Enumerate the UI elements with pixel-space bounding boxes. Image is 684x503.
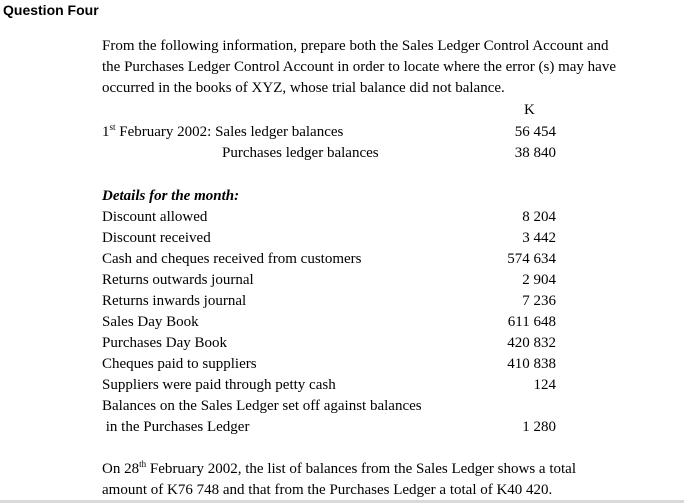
intro-paragraph (102, 36, 662, 99)
setoff-label-line1: Balances on the Sales Ledger set off against balances (102, 398, 422, 414)
detail-value: 420 832 (507, 335, 556, 351)
detail-value: 124 (533, 377, 556, 393)
opening-purchases-label: Purchases ledger balances (222, 145, 379, 161)
detail-label: Suppliers were paid through petty cash (102, 377, 336, 393)
closing-line2: amount of K76 748 and that from the Purchases Ledger a total of K40 420. (102, 482, 553, 498)
details-title: Details for the month: (102, 188, 240, 204)
opening-date-day: 1 (102, 124, 110, 140)
detail-label: Discount received (102, 230, 211, 246)
closing-line1-rest: February 2002, the list of balances from the Sales Ledger shows a total (146, 461, 576, 477)
detail-label: Returns inwards journal (102, 293, 247, 309)
detail-value: 574 634 (507, 251, 556, 267)
setoff-label-line2: in the Purchases Ledger (102, 419, 250, 435)
currency-header: K (524, 102, 535, 118)
detail-label: Purchases Day Book (102, 335, 227, 351)
detail-label: Cheques paid to suppliers (102, 356, 257, 372)
intro-line: From the following information, prepare both the Sales Ledger Control Account and (102, 38, 609, 54)
setoff-value: 1 280 (522, 419, 556, 435)
detail-value: 611 648 (507, 314, 556, 330)
closing-date-prefix: On 28 (102, 461, 140, 477)
detail-label: Sales Day Book (102, 314, 199, 330)
detail-value: 3 442 (522, 230, 556, 246)
detail-value: 2 904 (522, 272, 556, 288)
detail-value: 8 204 (522, 209, 556, 225)
opening-sales-label (102, 122, 343, 142)
closing-date-suffix: th (139, 459, 147, 469)
intro-line: occurred in the books of XYZ, whose trial balance did not balance. (102, 80, 505, 96)
detail-label: Cash and cheques received from customers (102, 251, 362, 267)
question-heading: Question Four (3, 2, 99, 18)
detail-label: Discount allowed (102, 209, 208, 225)
opening-date-rest: February 2002: Sales ledger balances (115, 124, 344, 140)
detail-value: 410 838 (507, 356, 556, 372)
opening-sales-value: 56 454 (514, 124, 556, 140)
detail-value: 7 236 (522, 293, 556, 309)
detail-label: Returns outwards journal (102, 272, 254, 288)
opening-date-suffix: st (109, 122, 116, 132)
intro-line: the Purchases Ledger Control Account in order to locate where the error (s) may have (102, 59, 616, 75)
opening-purchases-value: 38 840 (514, 145, 556, 161)
closing-line1 (102, 459, 576, 480)
